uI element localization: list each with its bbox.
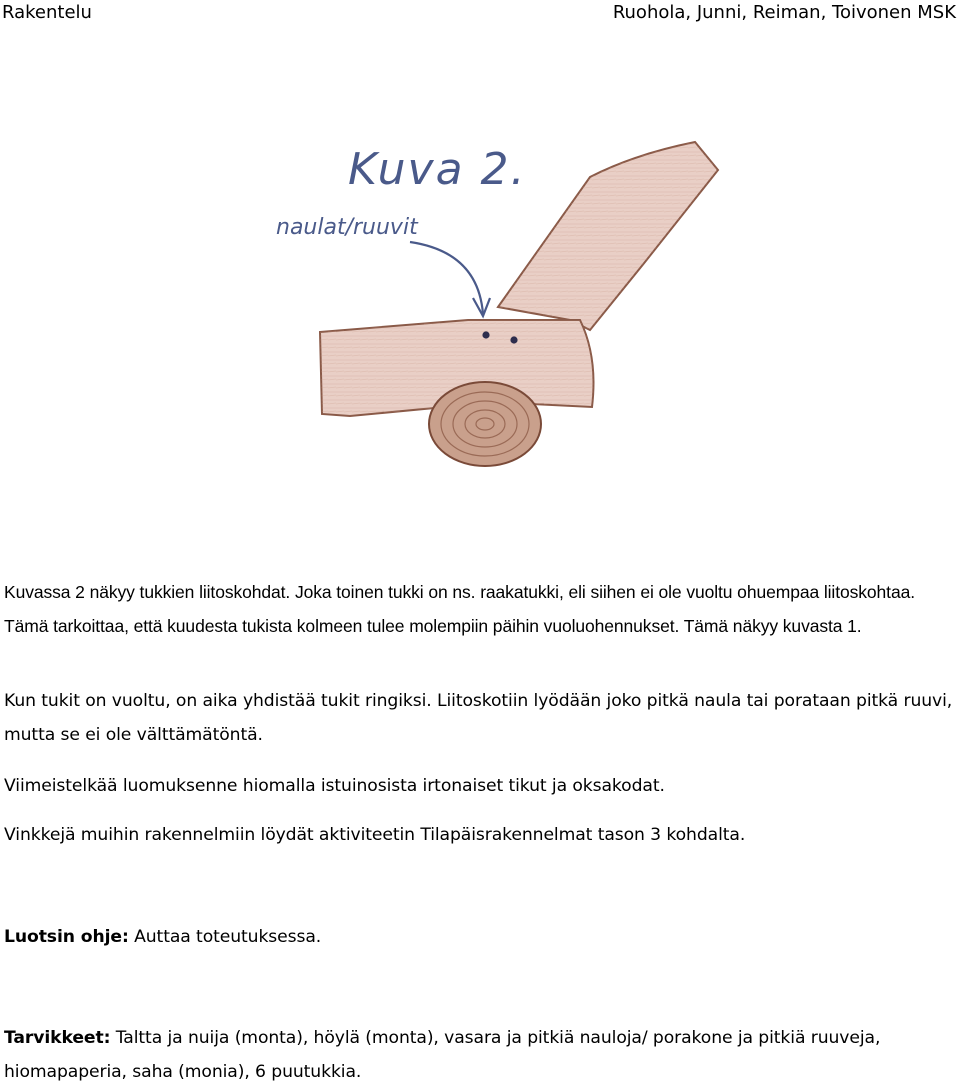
paragraph-finishing: Viimeistelkää luomuksenne hiomalla istuinosista irtonaiset tikut ja oksakodat. (4, 776, 665, 796)
paragraph-tips: Vinkkejä muihin rakennelmiin löydät aktiviteetin Tilapäisrakennelmat tason 3 kohdalta. (4, 825, 746, 845)
figure-title: Kuva 2. (348, 144, 527, 195)
guide-note-text: Auttaa toteutuksessa. (128, 927, 322, 947)
header-authors: Ruohola, Junni, Reiman, Toivonen MSK (612, 2, 956, 23)
header-course-title: Rakentelu (2, 2, 92, 23)
guide-note-label: Luotsin ohje: (4, 927, 129, 947)
log-end-rings (429, 382, 541, 466)
arrow-icon (410, 242, 483, 314)
nail-dot (482, 331, 489, 338)
paragraph-guide-note (4, 920, 956, 954)
supplies-label: Tarvikkeet: (4, 1028, 111, 1048)
figure-annotation: naulat/ruuvit (276, 215, 418, 240)
paragraph-joints: Kuvassa 2 näkyy tukkien liitoskohdat. Joka toinen tukki on ns. raakatukki, eli siihen ei ole vuoltu ohuempaa liitoskohtaa. Tämä tarkoittaa, että kuudesta tukista kolmeen tulee molempiin päihin vuoluohennukset. Tämä näkyy kuvasta 1. (4, 582, 915, 636)
paragraph-supplies (4, 1021, 956, 1089)
paragraph-assembly: Kun tukit on vuoltu, on aika yhdistää tukit ringiksi. Liitoskotiin lyödään joko pitkä naula tai porataan pitkä ruuvi, mutta se ei ole välttämätöntä. (4, 691, 953, 745)
supplies-text: Taltta ja nuija (monta), höylä (monta), vasara ja pitkiä nauloja/ porakone ja pitkiä ruuveja, hiomapaperia, saha (monia), 6 puutukkia. (4, 1028, 881, 1082)
nail-dot (510, 336, 517, 343)
log-joint-drawing (240, 62, 730, 507)
